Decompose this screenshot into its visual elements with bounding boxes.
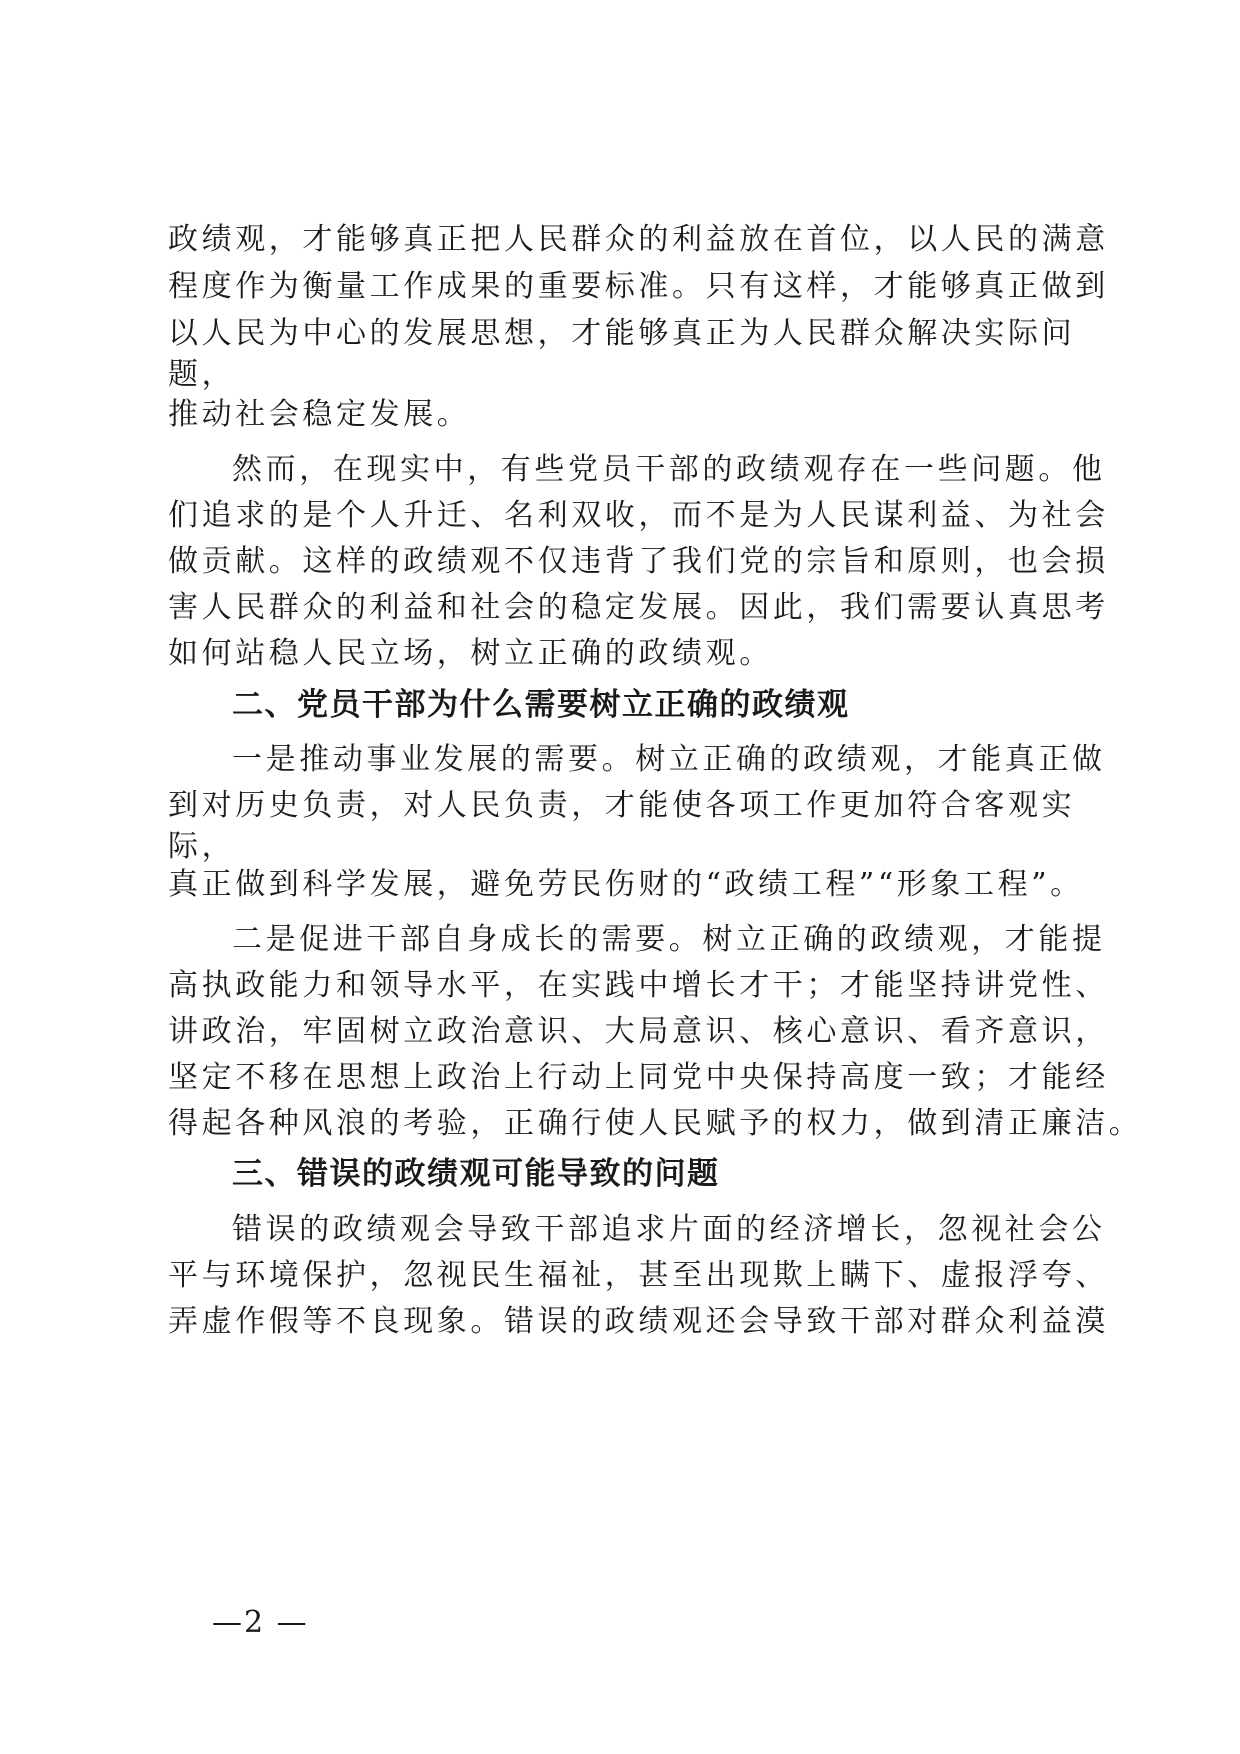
paragraph-line: 以人民为中心的发展思想，才能够真正为人民群众解决实际问 <box>168 316 1076 351</box>
paragraph-line: 们追求的是个人升迁、名利双收，而不是为人民谋利益、为社会 <box>168 498 1109 533</box>
paragraph-line: 坚定不移在思想上政治上行动上同党中央保持高度一致；才能经 <box>168 1060 1109 1095</box>
section-heading-3: 三、错误的政绩观可能导致的问题 <box>232 1156 720 1192</box>
paragraph-line: 害人民群众的利益和社会的稳定发展。因此，我们需要认真思考 <box>168 590 1109 625</box>
paragraph-line: 到对历史负责，对人民负责，才能使各项工作更加符合客观实 <box>168 788 1076 823</box>
paragraph-line: 平与环境保护，忽视民生福祉，甚至出现欺上瞒下、虚报浮夸、 <box>168 1258 1109 1293</box>
paragraph-line: 推动社会稳定发展。 <box>168 397 471 432</box>
paragraph-line: 高执政能力和领导水平，在实践中增长才干；才能坚持讲党性、 <box>168 968 1109 1003</box>
paragraph-line: 如何站稳人民立场，树立正确的政绩观。 <box>168 636 773 671</box>
paragraph-line: 弄虚作假等不良现象。错误的政绩观还会导致干部对群众利益漠 <box>168 1304 1109 1339</box>
page-number: —2 — <box>212 1605 309 1640</box>
paragraph-line: 讲政治，牢固树立政治意识、大局意识、核心意识、看齐意识， <box>168 1014 1109 1049</box>
paragraph-line: 二是促进干部自身成长的需要。树立正确的政绩观，才能提 <box>232 922 1106 957</box>
paragraph-line: 得起各种风浪的考验，正确行使人民赋予的权力，做到清正廉洁。 <box>168 1106 1143 1141</box>
paragraph-line: 题， <box>168 357 236 392</box>
paragraph-line: 程度作为衡量工作成果的重要标准。只有这样，才能够真正做到 <box>168 269 1109 304</box>
paragraph-line: 然而，在现实中，有些党员干部的政绩观存在一些问题。他 <box>232 452 1106 487</box>
paragraph-line: 错误的政绩观会导致干部追求片面的经济增长，忽视社会公 <box>232 1212 1106 1247</box>
paragraph-line: 一是推动事业发展的需要。树立正确的政绩观，才能真正做 <box>232 742 1106 777</box>
paragraph-line: 政绩观，才能够真正把人民群众的利益放在首位，以人民的满意 <box>168 222 1109 257</box>
section-heading-2: 二、党员干部为什么需要树立正确的政绩观 <box>232 687 850 723</box>
paragraph-line: 真正做到科学发展，避免劳民伤财的“政绩工程”“形象工程”。 <box>168 867 1084 902</box>
paragraph-line: 做贡献。这样的政绩观不仅违背了我们党的宗旨和原则，也会损 <box>168 544 1109 579</box>
paragraph-line: 际， <box>168 829 236 864</box>
